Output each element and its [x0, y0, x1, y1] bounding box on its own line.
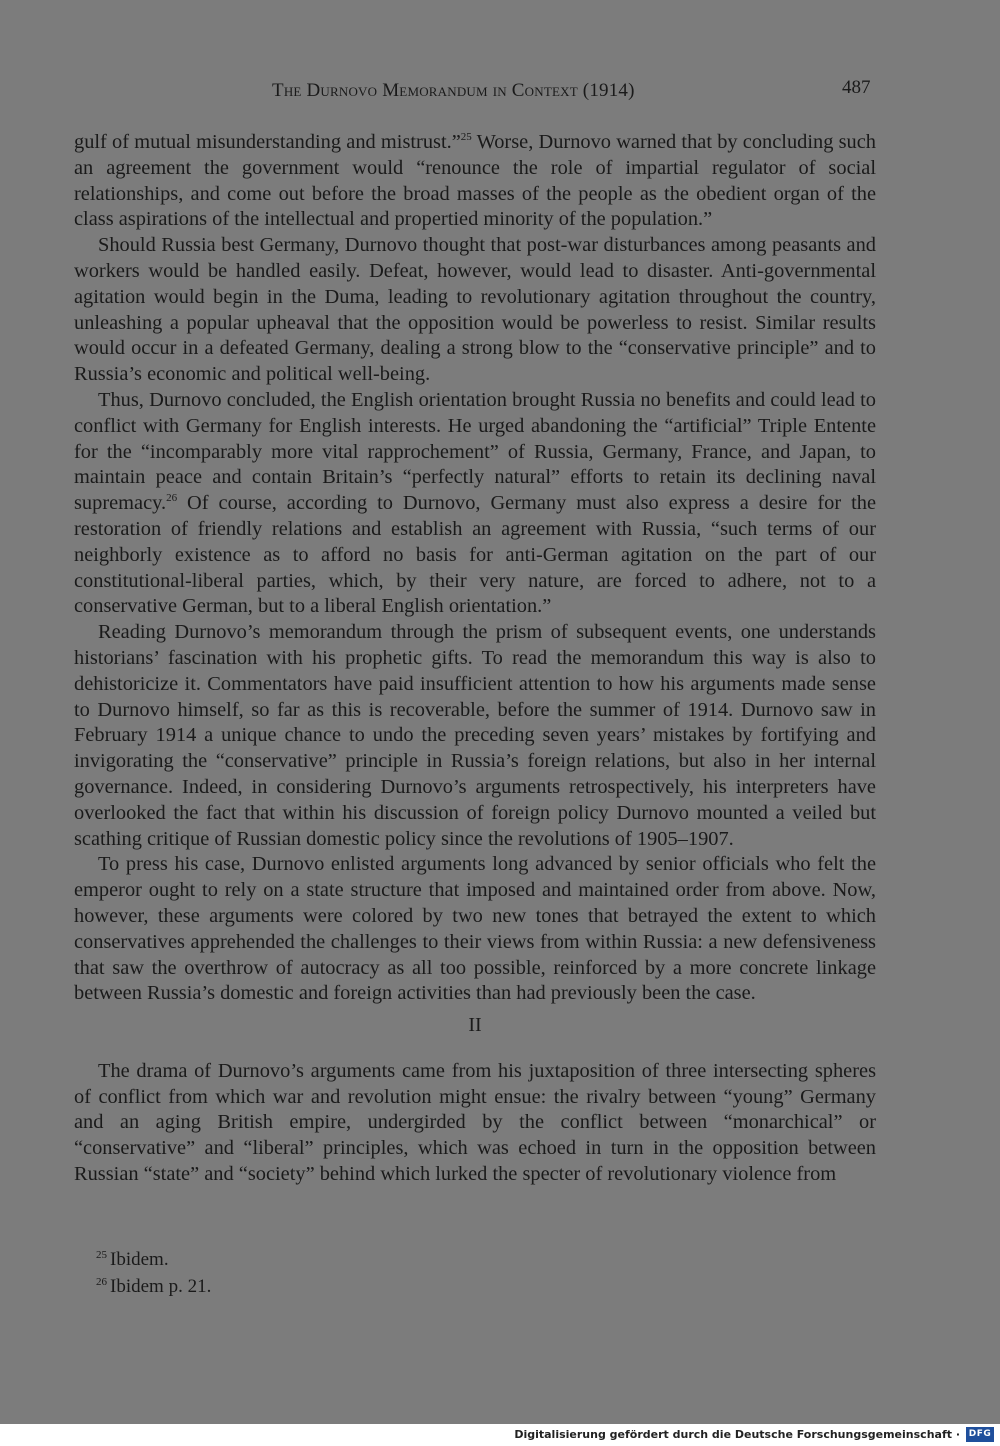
- digitization-credit-text: Digitalisierung gefördert durch die Deutsche Forschungsgemeinschaft ·: [514, 1428, 960, 1441]
- running-head-part: urnovo: [320, 80, 383, 101]
- paragraph-text: Should Russia best Germany, Durnovo thought that post-war disturbances among peasants and workers would be handled easily. Defeat, however, would lead to disaster. Anti-governmental agitation would begin in the Duma, leading to revolutionary agitation throughout the country, unleashing a popular upheaval that the opposition would be powerless to resist. Similar results would occur in a defeated Germany, dealing a strong blow to the “conservative principle” and to Russia’s economic and political well-being.: [74, 234, 876, 386]
- running-head-part: C: [511, 80, 525, 101]
- paragraph-text: Of course, according to Durnovo, Germany must also express a desire for the restoration of friendly relations and establish an agreement with Russia, “such terms of our neighborly existence as to afford no basis for anti-German agitation on the part of our constitutional-liberal parties, which, by their very nature, are forced to adhere, not to a conservative German, but to a liberal English orientation.”: [74, 492, 876, 618]
- footnote: [96, 1273, 211, 1300]
- running-head-part: D: [306, 80, 321, 101]
- paragraph-text: Worse, Durnovo warned that by concluding such an agreement the government would “renounce the role of impartial regulator of social relationships, and come out before the broad masses of the people as the obedient organ of the class aspirations of the intellectual and propertied minority of the population.”: [74, 131, 876, 231]
- page-number: 487: [842, 77, 871, 98]
- footnote-number: 26: [96, 1276, 107, 1288]
- footnote-reference: 25: [460, 131, 472, 143]
- body-text: [74, 130, 876, 1188]
- digitization-credit-bar: [0, 1424, 1000, 1446]
- footnotes: [96, 1246, 211, 1300]
- dfg-logo: DFG: [966, 1427, 994, 1442]
- body-paragraph: [74, 620, 876, 852]
- section-heading: II: [468, 1014, 482, 1037]
- running-head-part: he: [283, 80, 307, 101]
- paragraph-text: The drama of Durnovo’s arguments came from his juxtaposition of three intersecting spheres of conflict from which war and revolution might ensue: the rivalry between “young” Germany and an aging British empire, undergirded by the conflict between “monarchical” or “conservative” and “liberal” principles, which was echoed in turn in the opposition between Russian “state” and “society” behind which lurked the specter of revolutionary violence from: [74, 1059, 876, 1186]
- running-head-part: M: [382, 80, 400, 101]
- running-head-part: emorandum in: [399, 80, 512, 101]
- footnote-text: Ibidem p. 21.: [110, 1276, 212, 1297]
- footnote: [96, 1246, 211, 1273]
- paragraph-text: Reading Durnovo’s memorandum through the prism of subsequent events, one understands historians’ fascination with his prophetic gifts. To read the memorandum this way is also to dehistoricize it. Commentators have paid insufficient attention to how his arguments made sense to Durnovo himself, so far as this is recoverable, before the summer of 1914. Durnovo saw in February 1914 a unique chance to undo the preceding seven years’ mistakes by fortifying and invigorating the “conservative” principle in Russia’s foreign relations, but also in her internal governance. Indeed, in considering Durnovo’s arguments retrospectively, his interpreters have overlooked the fact that within his discussion of foreign policy Durnovo mounted a veiled but scathing critique of Russian domestic policy since the revolutions of 1905–1907.: [74, 621, 876, 850]
- running-head-part: T: [272, 80, 284, 101]
- footnote-number: 25: [96, 1249, 107, 1261]
- paragraph-text: Thus, Durnovo concluded, the English orientation brought Russia no benefits and could lead to conflict with Germany for English interests. He urged abandoning the “artificial” Triple Entente for the “incomparably more vital rapprochement” of Russia, Germany, France, and Japan, to maintain peace and contain Britain’s “perfectly natural” efforts to retain its declining naval supremacy.: [74, 388, 876, 515]
- footnote-reference: 26: [166, 492, 178, 505]
- body-paragraph: [74, 1059, 876, 1188]
- body-paragraph: [74, 130, 876, 233]
- running-head-part: ontext (1914): [524, 80, 635, 101]
- running-head: [272, 80, 635, 102]
- body-paragraph: [74, 388, 876, 620]
- body-paragraph: [74, 852, 876, 1007]
- paragraph-text: To press his case, Durnovo enlisted arguments long advanced by senior officials who felt the emperor ought to rely on a state structure that imposed and maintained order from above. Now, however, these arguments were colored by two new tones that betrayed the extent to which conservatives apprehended the challenges to their views from within Russia: a new defensiveness that saw the overthrow of autocracy as all too possible, reinforced by a more concrete linkage between Russia’s domestic and foreign activities than had previously been the case.: [74, 853, 876, 1005]
- body-paragraph: [74, 233, 876, 388]
- paragraph-text: gulf of mutual misunderstanding and mistrust.”: [74, 131, 461, 153]
- footnote-text: Ibidem.: [110, 1249, 169, 1270]
